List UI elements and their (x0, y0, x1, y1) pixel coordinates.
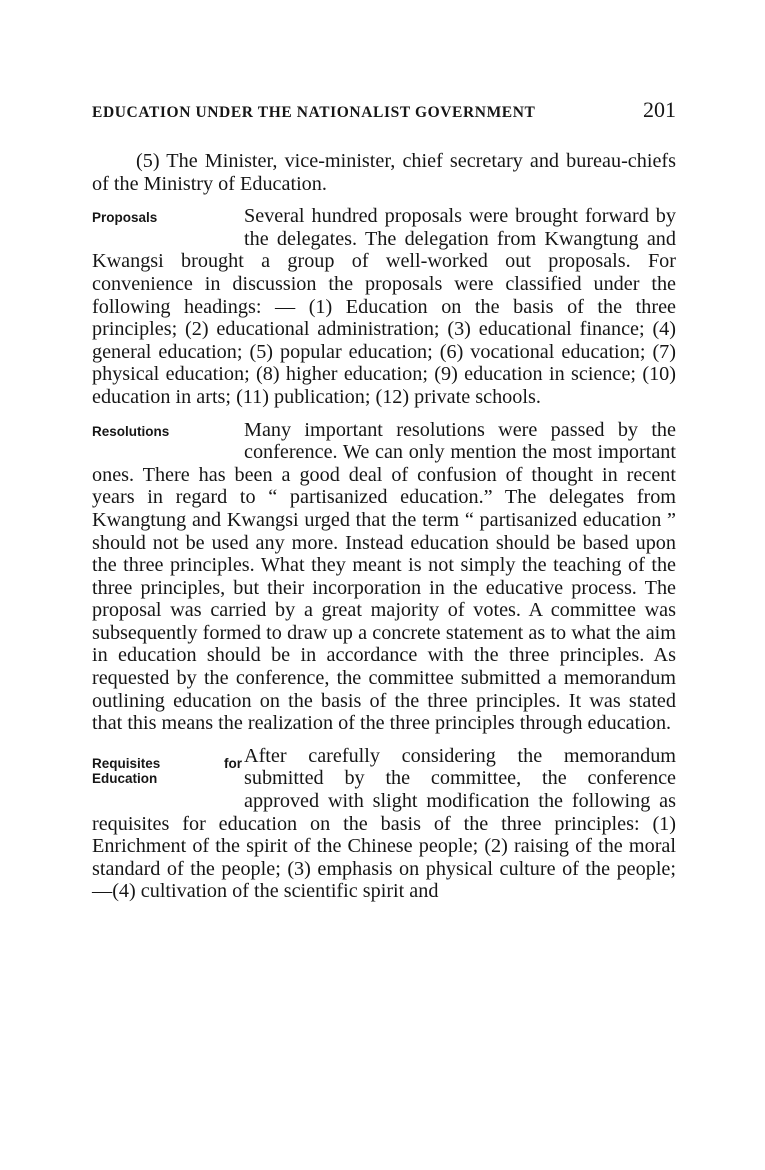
requisites-paragraph: After carefully considering the memorandum submitted by the committee, the conference approved with slight modification the following as requisites for education on the basis of the three principles: (1) Enrichment of the spirit of the Chinese people; (2) raising of the moral standard of the people; (3) emphasis on physical culture of the people;—(4) cultivation of the scientific spirit and (92, 744, 676, 903)
proposals-sidenote: Proposals (92, 210, 158, 226)
page-number: 201 (643, 97, 676, 122)
running-head: EDUCATION UNDER THE NATIONALIST GOVERNMENT (92, 104, 536, 121)
requisites-section (92, 745, 676, 903)
page-header (92, 97, 676, 123)
resolutions-section (92, 419, 676, 735)
requisites-sidenote: Requisites for Education (92, 755, 242, 786)
proposals-section (92, 205, 676, 408)
intro-paragraph: (5) The Minister, vice-minister, chief secretary and bureau-chiefs of the Ministry of Education. (92, 150, 676, 195)
page-body (92, 150, 676, 903)
resolutions-paragraph: Many important resolutions were passed by the conference. We can only mention the most important ones. There has been a good deal of confusion of thought in recent years in regard to “ partisanized education.” The delegates from Kwangtung and Kwangsi urged that the term “ partisanized education ” should not be used any more. Instead education should be based upon the three principles. What they meant is not simply the teaching of the three principles, but their incorporation in the educative process. The proposal was carried by a great majority of votes. A committee was subsequently formed to draw up a concrete statement as to what the aim in education should be in accordance with the three principles. As requested by the conference, the committee submitted a memorandum outlining education on the basis of the three principles. It was stated that this means the realization of the three principles through education. (92, 418, 676, 735)
proposals-paragraph: Several hundred proposals were brought forward by the delegates. The delegation from Kwangtung and Kwangsi brought a group of well-worked out proposals. For convenience in discussion the proposals were classified under the following headings: — (1) Education on the basis of the three principles; (2) educational administration; (3) educational finance; (4) general education; (5) popular education; (6) vocational education; (7) physical education; (8) higher education; (9) education in science; (10) education in arts; (11) publication; (12) private schools. (92, 205, 676, 408)
resolutions-sidenote: Resolutions (92, 423, 170, 439)
